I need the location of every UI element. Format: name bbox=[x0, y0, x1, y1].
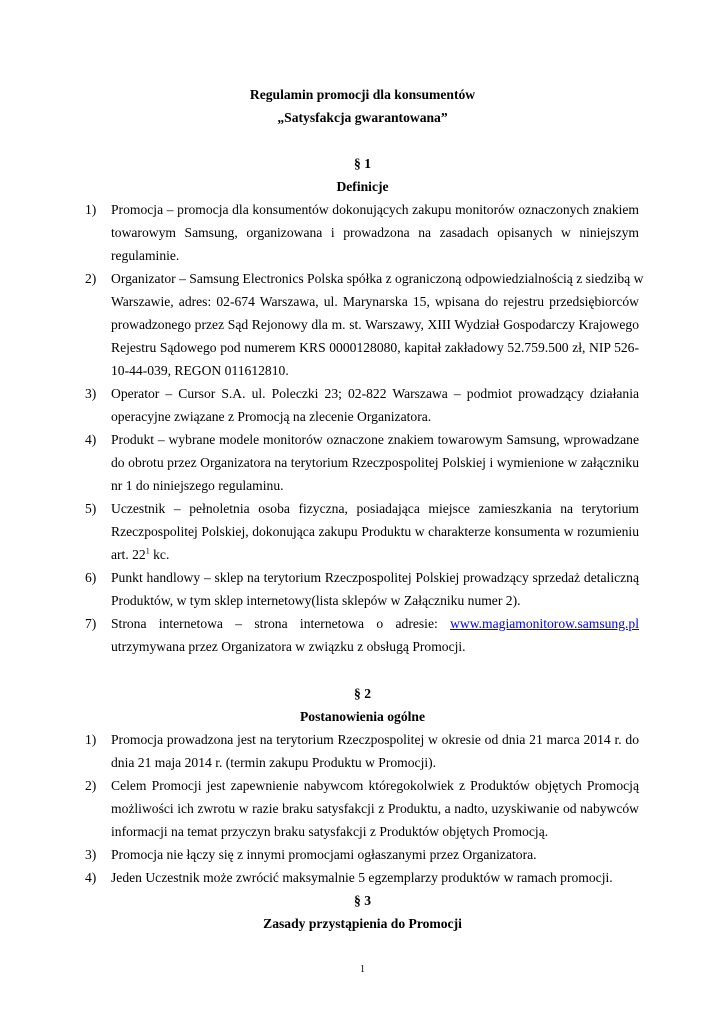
text-line: Promocja prowadzona jest na terytorium Rzeczpospolitej w okresie od dnia 21 marca 2014 r. do bbox=[111, 732, 639, 747]
definition-organizator bbox=[111, 267, 644, 382]
text-line: Organizator – Samsung Electronics Polska spółka z ograniczoną odpowiedzialnością z siedzibą w bbox=[111, 271, 644, 286]
definition-operator bbox=[111, 382, 639, 428]
text-fragment: Strona internetowa – strona internetowa o adresie: bbox=[111, 616, 451, 631]
text-line: 10-44-039, REGON 011612810. bbox=[111, 363, 289, 378]
text-line: do obrotu przez Organizatora na terytorium Rzeczpospolitej Polskiej i wymienione w załączniku bbox=[111, 455, 639, 470]
list-number: 2) bbox=[85, 271, 97, 286]
text-line bbox=[111, 543, 639, 566]
text-line: informacji na temat przyczyn braku satysfakcji z Produktów objętych Promocją. bbox=[111, 824, 549, 839]
definition-promocja bbox=[111, 198, 639, 267]
superscript: 1 bbox=[145, 546, 150, 556]
definition-uczestnik bbox=[111, 497, 639, 566]
definition-strona-internetowa bbox=[111, 612, 639, 658]
list-number: 3) bbox=[85, 847, 97, 862]
section-1-mark: § 1 bbox=[354, 156, 371, 171]
section-2-heading: Postanowienia ogólne bbox=[300, 709, 425, 724]
text-fragment: art. 22 bbox=[111, 547, 146, 562]
text-line: Operator – Cursor S.A. ul. Poleczki 23; 02-822 Warszawa – podmiot prowadzący działania bbox=[111, 386, 639, 401]
text-line: Celem Promocji jest zapewnienie nabywcom któregokolwiek z Produktów objętych Promocją bbox=[111, 778, 639, 793]
list-number: 1) bbox=[85, 732, 97, 747]
text-line: Warszawie, adres: 02-674 Warszawa, ul. Marynarska 15, wpisana do rejestru przedsiębiorców bbox=[111, 294, 639, 309]
list-number: 1) bbox=[85, 202, 97, 217]
list-number: 6) bbox=[85, 570, 97, 585]
list-number: 2) bbox=[85, 778, 97, 793]
text-line: możliwości ich zwrotu w razie braku satysfakcji z Produktu, a nadto, uzyskiwanie od nabywców bbox=[111, 801, 639, 816]
text-line: Uczestnik – pełnoletnia osoba fizyczna, posiadająca miejsce zamieszkania na terytorium bbox=[111, 501, 639, 516]
section-3-mark: § 3 bbox=[354, 893, 371, 908]
section-3-heading: Zasady przystąpienia do Promocji bbox=[263, 916, 462, 931]
list-number: 7) bbox=[85, 616, 97, 631]
text-line: Punkt handlowy – sklep na terytorium Rzeczpospolitej Polskiej prowadzący sprzedaż detaliczną bbox=[111, 570, 639, 585]
text-line: nr 1 do niniejszego regulaminu. bbox=[111, 478, 284, 493]
text-line: dnia 21 maja 2014 r. (termin zakupu Produktu w Promocji). bbox=[111, 755, 437, 770]
section-1-heading: Definicje bbox=[336, 179, 389, 194]
definition-punkt-handlowy bbox=[111, 566, 639, 612]
website-link[interactable]: www.magiamonitorow.samsung.pl bbox=[450, 616, 639, 631]
text-line: Produkt – wybrane modele monitorów oznaczone znakiem towarowym Samsung, wprowadzane bbox=[111, 432, 639, 447]
text-line: Promocja nie łączy się z innymi promocjami ogłaszanymi przez Organizatora. bbox=[111, 847, 537, 862]
section-2-mark: § 2 bbox=[354, 686, 371, 701]
list-number: 3) bbox=[85, 386, 97, 401]
rule-item bbox=[111, 843, 639, 866]
promotion-name: „Satysfakcja gwarantowana” bbox=[277, 110, 448, 125]
text-line: Produktów, w tym sklep internetowy(lista sklepów w Załączniku numer 2). bbox=[111, 593, 521, 608]
page-number: 1 bbox=[360, 964, 365, 975]
text-line: Rzeczpospolitej Polskiej, dokonująca zakupu Produktu w charakterze konsumenta w rozumieniu bbox=[111, 524, 639, 539]
text-line: Promocja – promocja dla konsumentów dokonujących zakupu monitorów oznaczonych znakiem bbox=[111, 202, 639, 217]
text-line bbox=[111, 612, 639, 635]
text-fragment: kc. bbox=[149, 547, 170, 562]
text-line: utrzymywana przez Organizatora w związku z obsługą Promocji. bbox=[111, 639, 466, 654]
text-line: operacyjne związane z Promocją na zlecenie Organizatora. bbox=[111, 409, 432, 424]
rule-item bbox=[111, 774, 639, 843]
definition-produkt bbox=[111, 428, 639, 497]
text-line: regulaminie. bbox=[111, 248, 180, 263]
text-line: Rejestru Sądowego pod numerem KRS 0000128080, kapitał zakładowy 52.759.500 zł, NIP 526- bbox=[111, 340, 639, 355]
rule-item bbox=[111, 728, 639, 774]
document-title: Regulamin promocji dla konsumentów bbox=[249, 87, 476, 102]
text-line: towarowym Samsung, organizowana i prowadzona na zasadach opisanych w niniejszym bbox=[111, 225, 639, 240]
list-number: 4) bbox=[85, 870, 97, 885]
list-number: 5) bbox=[85, 501, 97, 516]
list-number: 4) bbox=[85, 432, 97, 447]
rule-item bbox=[111, 866, 639, 889]
text-line: Jeden Uczestnik może zwrócić maksymalnie 5 egzemplarzy produktów w ramach promocji. bbox=[111, 870, 613, 885]
text-line: prowadzonego przez Sąd Rejonowy dla m. st. Warszawy, XIII Wydział Gospodarczy Krajowego bbox=[111, 317, 639, 332]
